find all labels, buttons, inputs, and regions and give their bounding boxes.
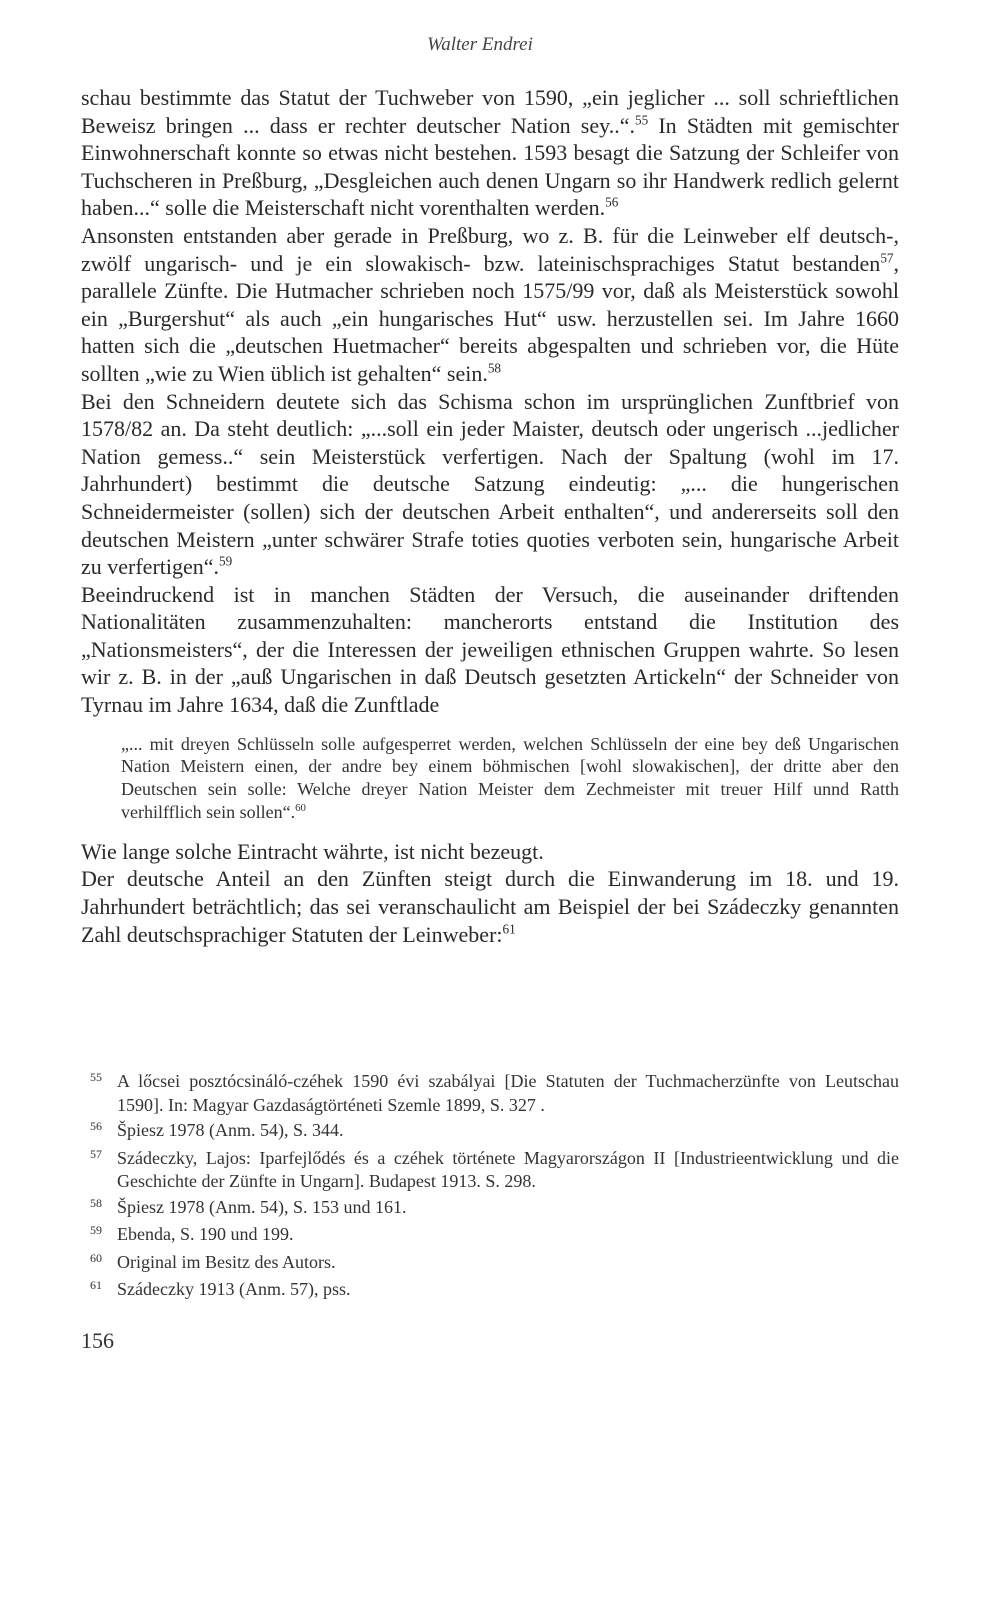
paragraph xyxy=(81,581,899,719)
footnote-ref: 57 xyxy=(880,250,894,266)
paragraph-text: , parallele Zünfte. Die Hutmacher schrieben noch 1575/99 vor, daß als Meisterstück sowohl ein „Burgershut“ als auch „ein hungarisches Hut“ usw. herzustellen sei. Im Jahre 1660 hatten sich die „deutschen Huetmacher“ bereits abgespalten und schrieben vor, die Hüte sollten „wie zu Wien üblich ist gehalten“ sein. xyxy=(81,250,899,386)
footnotes xyxy=(81,1070,899,1306)
footnote-ref: 59 xyxy=(219,553,233,569)
footnote xyxy=(81,1278,899,1304)
footnote-number: 56 xyxy=(90,1119,102,1133)
footnote xyxy=(81,1223,899,1249)
running-head: Walter Endrei xyxy=(427,34,533,55)
footnote-text: Szádeczky, Lajos: Iparfejlődés és a czéhek története Magyarországon II [Industrieentwicklung und die Geschichte der Zünfte in Ungarn]. Budapest 1913. S. 298. xyxy=(117,1147,899,1191)
footnote-number: 60 xyxy=(90,1250,102,1265)
main-text xyxy=(81,84,899,948)
footnote xyxy=(81,1119,899,1145)
footnote-ref: 60 xyxy=(295,802,306,815)
footnote-number: 58 xyxy=(90,1195,102,1210)
footnote xyxy=(81,1070,899,1117)
paragraph-text: Bei den Schneidern deutete sich das Schisma schon im ursprünglichen Zunftbrief von 1578/82 an. Da steht deutlich: „...soll ein jeder Maister, deutsch oder ungerisch ...jedlicher Nation gemess..“ sein Meisterstück verfertigen. Nach der Spaltung (wohl im 17. Jahrhundert) bestimmt die deutsche Satzung eindeutig: „... die hungerischen Schneidermeister (sollen) sich der deutschen Arbeit enthalten“, und andererseits soll den deutschen Meistern „unter schwärer Strafe toties quoties verboten sein, hungarische Arbeit zu verfertigen“. xyxy=(81,388,899,580)
footnote-number: 59 xyxy=(90,1223,102,1237)
paragraph xyxy=(81,84,899,222)
page-number: 156 xyxy=(81,1328,114,1353)
footnote-ref: 61 xyxy=(502,921,516,937)
paragraph-text: schau bestimmte das Statut der Tuchweber von 1590, „ein jeglicher ... soll schrieftlichen Beweisz bringen ... dass er rechter deutscher Nation sey..“. xyxy=(81,85,899,138)
paragraph-text: In Städten mit gemischter Einwohnerschaft konnte so etwas nicht bestehen. 1593 besagt die Satzung der Schleifer von Tuchscheren in Preßburg, „Desgleichen auch denen Ungarn so ihr Handwerk redlich gelernt haben...“ solle die Meisterschaft nicht vorenthalten werden. xyxy=(81,112,900,221)
paragraph xyxy=(81,388,899,581)
paragraph xyxy=(81,222,899,388)
paragraph xyxy=(81,865,899,948)
footnote xyxy=(81,1147,899,1194)
footnote-text: Špiesz 1978 (Anm. 54), S. 344. xyxy=(117,1120,344,1140)
footnote-text: A lőcsei posztócsináló-czéhek 1590 évi szabályai [Die Statuten der Tuchmacherzünfte von Leutschau 1590]. In: Magyar Gazdaságtörténeti Szemle 1899, S. 327 . xyxy=(117,1071,899,1115)
footnote xyxy=(81,1196,899,1222)
footnote-text: Ebenda, S. 190 und 199. xyxy=(117,1224,294,1244)
paragraph-text: Ansonsten entstanden aber gerade in Preßburg, wo z. B. für die Leinweber elf deutsch-, zwölf ungarisch- und je ein slowakisch- bzw. lateinischsprachiges Statut bestanden xyxy=(81,222,899,276)
paragraph-text: Wie lange solche Eintracht währte, ist nicht bezeugt. xyxy=(81,838,544,864)
footnote-text: Szádeczky 1913 (Anm. 57), pss. xyxy=(117,1279,351,1299)
footnote-ref: 55 xyxy=(634,112,649,128)
paragraph-text: Der deutsche Anteil an den Zünften steigt durch die Einwanderung im 18. und 19. Jahrhundert beträchtlich; das sei veranschaulicht am Beispiel der bei Szádeczky genannten Zahl deutschsprachiger Statuten der Leinweber: xyxy=(81,866,899,947)
footnote-ref: 58 xyxy=(487,360,502,376)
footnote-text: Špiesz 1978 (Anm. 54), S. 153 und 161. xyxy=(117,1196,407,1217)
footnote-number: 55 xyxy=(90,1070,102,1084)
paragraph xyxy=(81,838,899,866)
footnote-number: 57 xyxy=(90,1146,102,1161)
quote-text xyxy=(121,733,899,824)
footnote xyxy=(81,1251,899,1277)
footnote-text: Original im Besitz des Autors. xyxy=(117,1251,336,1272)
footnote-number: 61 xyxy=(90,1278,102,1292)
footnote-ref: 56 xyxy=(605,195,619,211)
paragraph-text: Beeindruckend ist in manchen Städten der Versuch, die auseinander driftenden Nationalitäten zusammenzuhalten: mancherorts entstand die Institution des „Nationsmeisters“, der die Interessen der jeweiligen ethnischen Gruppen wahrte. So lesen wir z. B. in der „auß Ungarischen in daß Deutsch gesetzten Artickeln“ der Schneider von Tyrnau im Jahre 1634, daß die Zunftlade xyxy=(81,581,899,718)
block-quote xyxy=(121,733,899,824)
quote-body: „... mit dreyen Schlüsseln solle aufgesperret werden, welchen Schlüsseln der eine bey deß Ungarischen Nation Meistern einen, der andre bey einem böhmischen [wohl slowakischen], der dritte aber den Deutschen sein solle: Welche dreyer Nation Meister dem Zechmeister mit treuer Hilf unnd Ratth verhilfflich sein sollen“. xyxy=(121,733,899,823)
